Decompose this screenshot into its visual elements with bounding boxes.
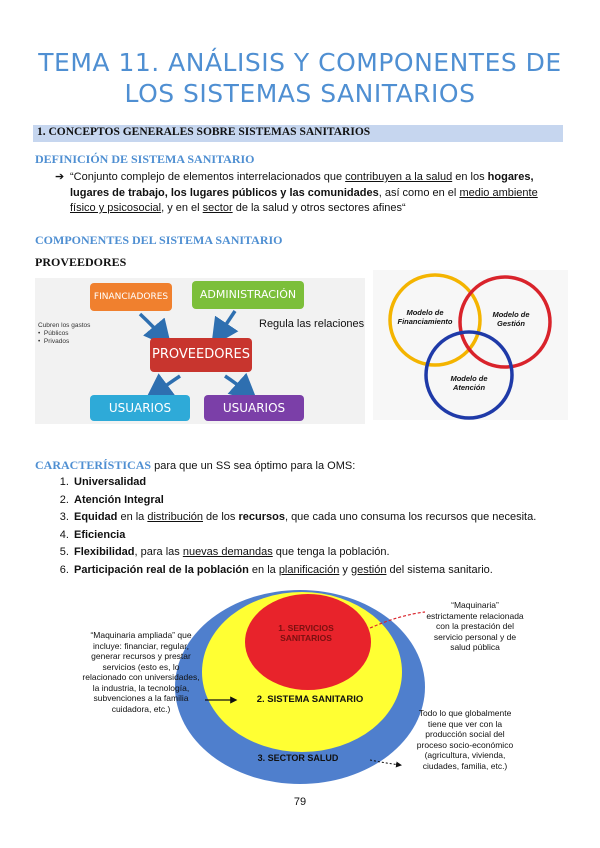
inner-line-1: 1. SERVICIOS (278, 623, 334, 633)
proveedores-box: PROVEEDORES (150, 338, 252, 372)
def-text-3: , así como en el (378, 186, 460, 199)
venn-circles (373, 270, 568, 420)
def-underline-3: sector (202, 202, 233, 214)
item-underline: gestión (350, 563, 387, 576)
bullet-icon: • (38, 330, 41, 337)
arrow-icon: ➔ (55, 171, 65, 183)
characteristics-heading: CARACTERÍSTICAS (35, 458, 152, 472)
venn-at-line-2: Atención (452, 383, 486, 392)
def-text-5: de la salud y otros sectores afines“ (232, 202, 406, 214)
bullet-icon: • (38, 338, 41, 345)
middle-circle-label: 2. SISTEMA SANITARIO (256, 694, 364, 705)
page-number: 79 (293, 796, 307, 808)
arrow-prov-usu2 (225, 376, 250, 395)
section-header (33, 125, 563, 142)
characteristics-intro (35, 458, 355, 473)
outer-circle-label: 3. SECTOR SALUD (257, 753, 339, 763)
item-text: del sistema sanitario. (386, 563, 493, 576)
inner-line-2: SANITARIOS (280, 633, 332, 643)
administracion-box: ADMINISTRACIÓN (192, 281, 304, 309)
right-top-annotation: “Maquinaria” estrictamente relacionada con la prestación del servicio personal y de salud pública (426, 600, 524, 652)
inner-circle-label (256, 623, 356, 643)
def-underline-1: contribuyen a la salud (345, 171, 453, 183)
item-underline: distribución (147, 511, 203, 523)
venn-fin-line-2: Financiamiento (397, 317, 453, 326)
cubren-label (38, 322, 90, 346)
item-underline: nuevas demandas (182, 546, 273, 558)
venn-label-atencion (439, 374, 499, 392)
venn-at-line-1: Modelo de (450, 374, 488, 383)
publicos-text: Públicos (43, 330, 69, 337)
providers-subheading: PROVEEDORES (35, 255, 127, 269)
definition-text (55, 170, 560, 217)
item-bold: recursos (238, 511, 285, 523)
venn-label-financiamiento (385, 308, 465, 326)
item-text: , para las (134, 546, 183, 558)
item-text: en la (117, 511, 148, 523)
def-text-2: en los (452, 171, 488, 183)
page-title-line-1: TEMA 11. ANÁLISIS Y COMPONENTES DE (38, 48, 562, 77)
regula-label: Regula las relaciones (259, 318, 365, 330)
def-underline-2: medio ambiente físico y psicosocial (70, 186, 538, 214)
arrow-fin-prov (140, 314, 165, 340)
venn-fin-line-1: Modelo de (406, 308, 444, 317)
privados-text: Privados (43, 338, 70, 345)
venn-label-gestion (481, 310, 541, 328)
list-item (72, 544, 592, 562)
concentric-circles-diagram (80, 590, 525, 785)
components-heading: COMPONENTES DEL SISTEMA SANITARIO (35, 233, 283, 247)
def-text-1: “Conjunto complejo de elementos interrelacionados que (70, 171, 346, 183)
item-bold: Universalidad (74, 476, 147, 488)
providers-flow-diagram (35, 278, 365, 424)
venn-ges-line-2: Gestión (497, 319, 525, 328)
arrow-prov-usu1 (153, 376, 180, 395)
usuarios-box-1: USUARIOS (90, 395, 190, 421)
cubren-text: Cubren los gastos (38, 322, 91, 329)
def-bold-1: hogares, lugares de trabajo, los lugares públicos y las comunidades (70, 171, 534, 199)
right-bottom-annotation: Todo lo que globalmente tiene que ver con la producción social del proceso socio-económico (agricultura, vivienda, ciudades, familia, etc.) (416, 708, 514, 771)
item-text: en la (248, 563, 279, 576)
item-underline: planificación (278, 563, 340, 576)
item-bold: Atención Integral (74, 493, 164, 506)
characteristics-list (50, 474, 592, 579)
definition-heading: DEFINICIÓN DE SISTEMA SANITARIO (35, 152, 255, 166)
section-header-text: 1. CONCEPTOS GENERALES SOBRE SISTEMAS SANITARIOS (37, 126, 371, 138)
list-item (72, 492, 592, 510)
list-item (72, 562, 592, 580)
item-bold: Participación real de la población (74, 563, 249, 576)
item-text: que tenga la población. (272, 546, 390, 558)
venn-ges-line-1: Modelo de (492, 310, 530, 319)
list-item (72, 509, 592, 527)
usuarios-box-2: USUARIOS (204, 395, 304, 421)
models-venn-diagram (373, 270, 568, 420)
characteristics-intro-text: para que un SS sea óptimo para la OMS: (151, 460, 356, 472)
item-bold: Eficiencia (74, 528, 126, 541)
list-item (72, 474, 592, 492)
item-bold: Equidad (74, 511, 118, 523)
page-title-line-2: LOS SISTEMAS SANITARIOS (124, 79, 476, 108)
arrow-adm-prov (217, 311, 235, 338)
left-annotation: “Maquinaria ampliada” que incluye: financiar, regular, generar recursos y prestar servicios (esto es, lo relacionado con universidades, la industria, la tecnología, subvenciones a la familia cuidadora, etc.) (82, 630, 200, 714)
item-text: de los (203, 511, 239, 523)
def-text-4: , y en el (161, 202, 203, 214)
list-item (72, 527, 592, 545)
financiadores-box: FINANCIADORES (90, 283, 172, 311)
item-text: , que cada uno consuma los recursos que necesita. (284, 511, 537, 523)
item-text: y (339, 563, 351, 576)
item-bold: Flexibilidad (74, 546, 135, 558)
